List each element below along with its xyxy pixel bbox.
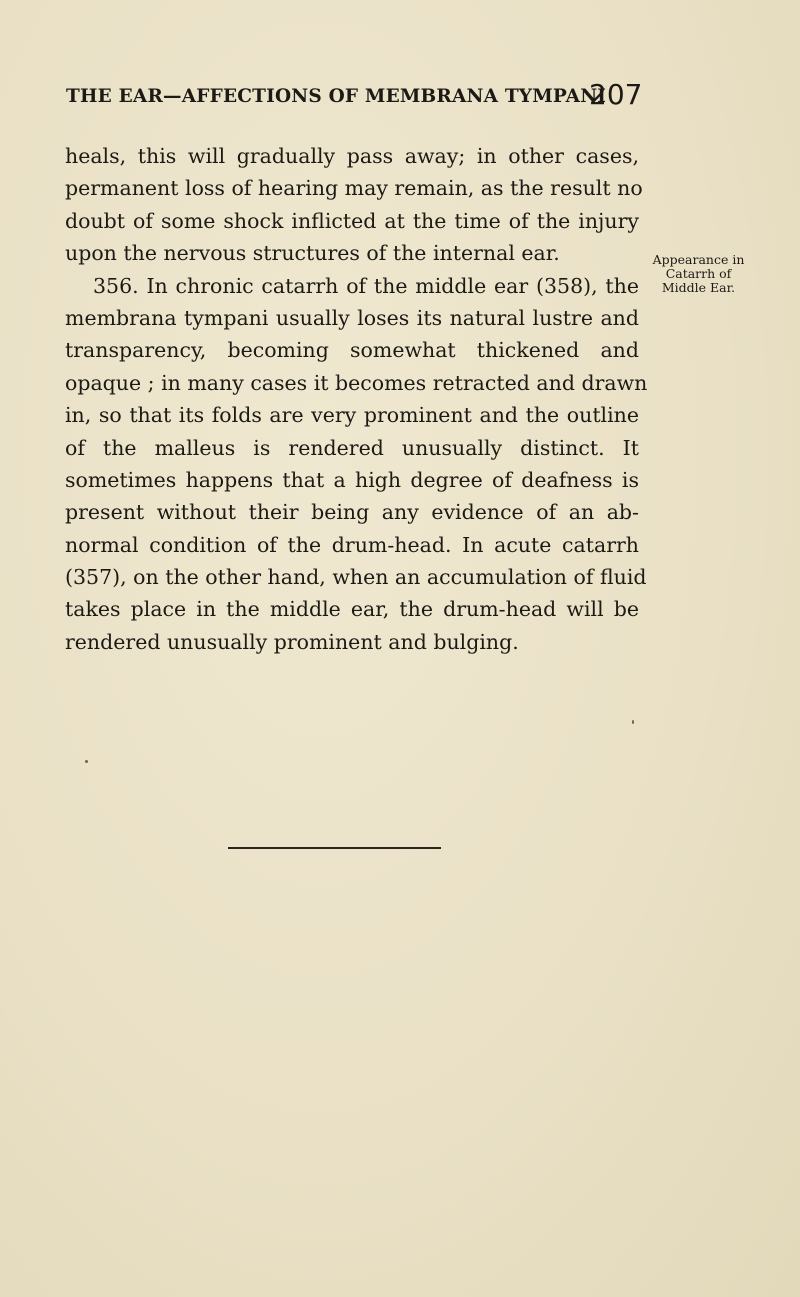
text-line: doubt of some shock inflicted at the time of the injury [65,208,639,233]
text-line: rendered unusually prominent and bulging. [65,629,519,654]
text-line: present without their being any evidence of an ab- [65,500,639,525]
text-line: upon the nervous structures of the internal ear. [65,241,560,266]
margin-note-line: Catarrh of [665,266,732,281]
margin-note-line: Middle Ear. [661,280,736,295]
text-line: sometimes happens that a high degree of deafness is [65,467,639,492]
running-head [66,86,626,107]
text-line: (357), on the other hand, when an accumulation of fluid [65,565,647,590]
page-number: 207 [589,78,643,111]
text-line: of the malleus is rendered unusually distinct. It [65,435,639,460]
ink-speck [632,720,634,724]
text-line: opaque ; in many cases it becomes retracted and drawn [65,370,648,395]
ink-speck [85,760,88,763]
text-line: in, so that its folds are very prominent and the outline [65,403,639,428]
paragraph-356-start: 356. In chronic catarrh of the middle ear (358), the [93,273,639,298]
text-line: permanent loss of hearing may remain, as the result no [65,176,643,201]
running-head-title: THE EAR—AFFECTIONS OF MEMBRANA TYMPANI [66,86,607,107]
body-text [65,140,685,658]
end-rule [228,847,441,849]
text-line: normal condition of the drum-head. In acute catarrh [65,532,639,557]
text-line: takes place in the middle ear, the drum-head will be [65,597,639,622]
text-line: membrana tympani usually loses its natural lustre and [65,305,639,330]
text-line: transparency, becoming somewhat thickened and [65,338,639,363]
text-line: heals, this will gradually pass away; in other cases, [65,144,639,168]
margin-note-line: Appearance in [652,252,745,267]
